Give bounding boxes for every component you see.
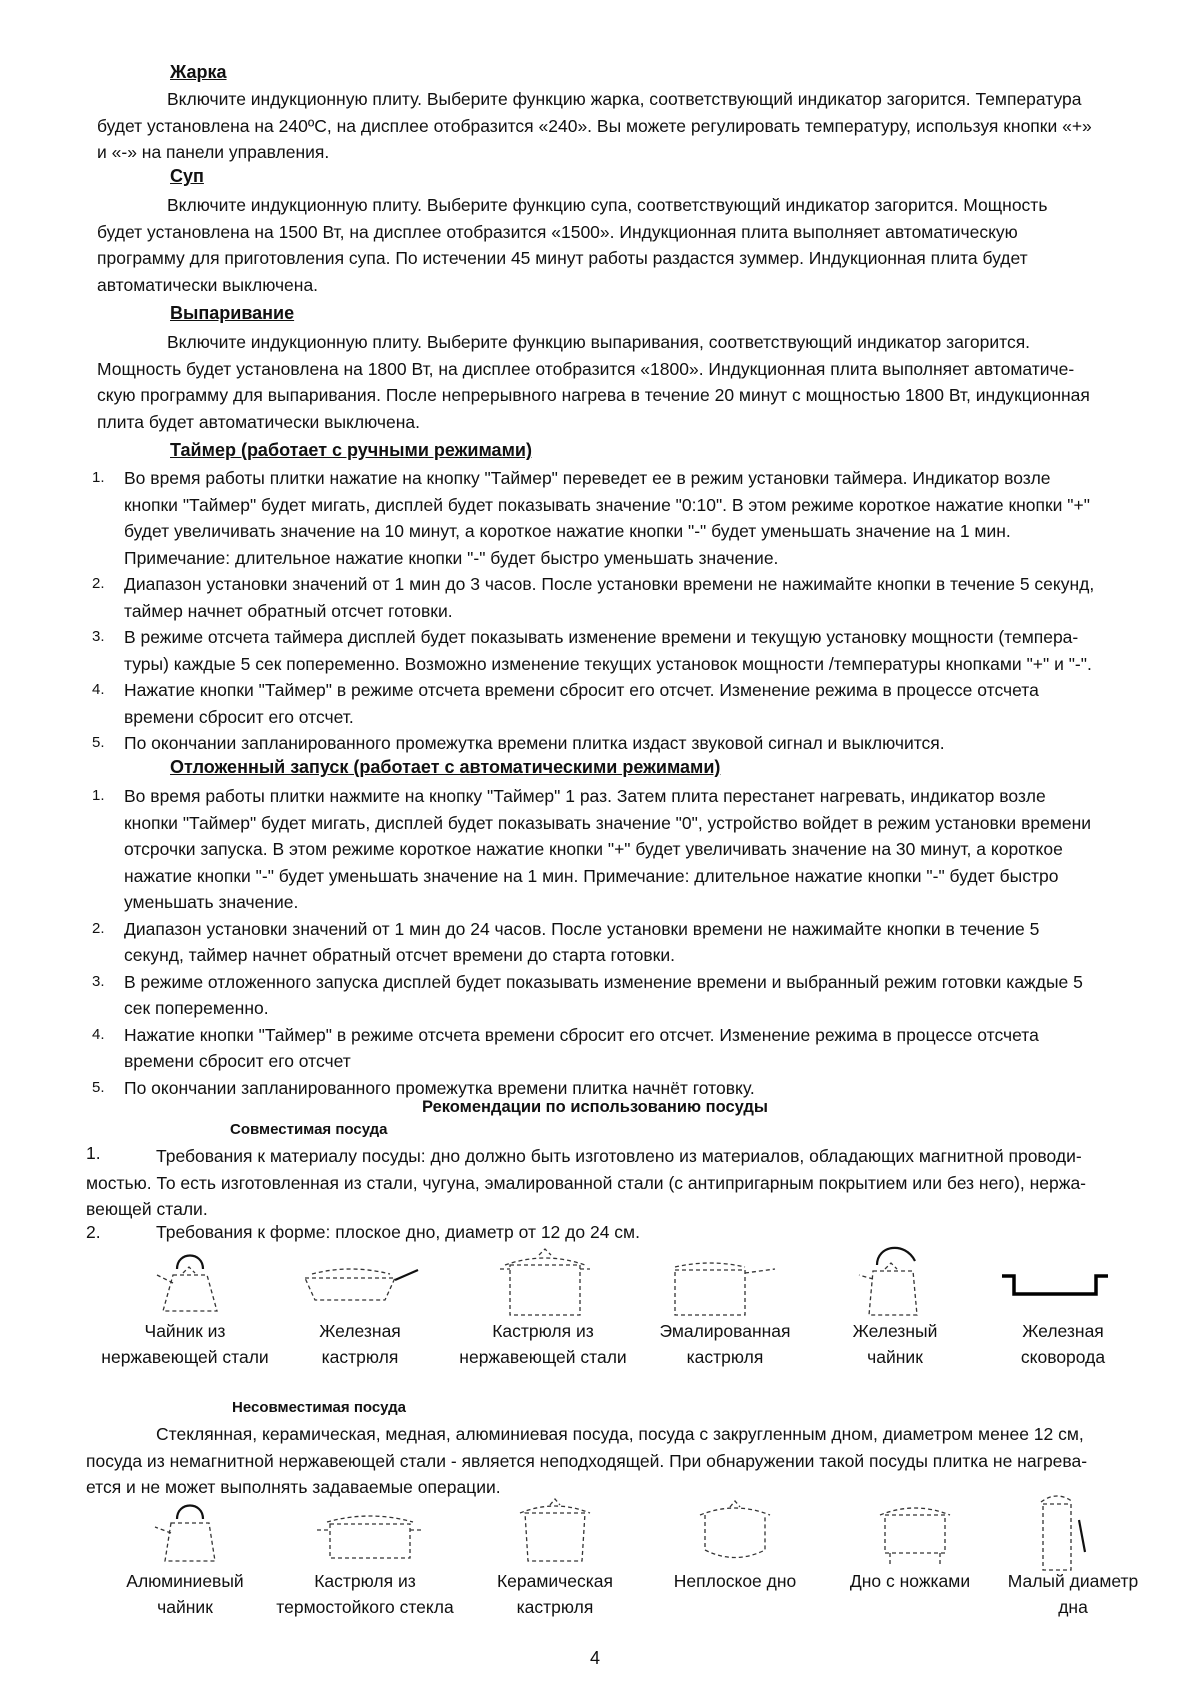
pan-icon bbox=[300, 1260, 420, 1315]
pot-icon bbox=[495, 1245, 595, 1325]
list-item: 4. Нажатие кнопки "Таймер" в режиме отсчета времени сбросит его отсчет. Изменение режима в процессе отсчета времени сбросит его отсчет bbox=[92, 1024, 1039, 1071]
caption-compatible-4: Эмалированная кастрюля bbox=[659, 1321, 791, 1367]
list-item: 3. В режиме отсчета таймера дисплей будет показывать изменение времени и текущую установку мощности (темпера-туры) каждые 5 сек попеременно. Возможно изменение текущих установок мощности /температуры кнопками "+" и "-". bbox=[92, 627, 1092, 674]
list-item: 2. Диапазон установки значений от 1 мин до 3 часов. После установки времени не нажимайте кнопки в течение 5 секунд, таймер начнет обратный отсчет готовки. bbox=[92, 574, 1095, 621]
section-title-evaporation: Выпаривание bbox=[170, 303, 295, 323]
list-item: 3. В режиме отложенного запуска дисплей будет показывать изменение времени и выбранный режим готовки каждые 5 сек попеременно. bbox=[92, 971, 1083, 1018]
caption-incompatible-3: Керамическая кастрюля bbox=[496, 1571, 614, 1617]
caption-incompatible-4: Неплоское дно bbox=[673, 1571, 797, 1591]
incompatible-text: Стеклянная, керамическая, медная, алюминиевая посуда, посуда с закругленным дном, диаметром менее 12 см, посуда из немагнитной нержавеющей стали - является неподходящей. При обнаружении такой посуды плитка не нагрева-ется и не может выполнять задаваемые операции. bbox=[86, 1424, 1088, 1497]
caption-incompatible-1: Алюминиевый чайник bbox=[126, 1571, 244, 1617]
req2-text: Требования к форме: плоское дно, диаметр от 12 до 24 см. bbox=[156, 1222, 640, 1242]
caption-compatible-2: Железная кастрюля bbox=[319, 1321, 401, 1367]
timer-list bbox=[90, 465, 1100, 757]
caption-incompatible-5: Дно с ножками bbox=[849, 1571, 971, 1591]
frying-pan-icon bbox=[1000, 1268, 1110, 1313]
section-text-frying: Включите индукционную плиту. Выберите функцию жарка, соответствующий индикатор загорится. Температура будет установлена на 240ºС, на дисплее отобразится «240». Вы можете регулировать температуру, используя кнопки «+» и «-» на панели управления. bbox=[97, 89, 1092, 162]
page-number: 4 bbox=[589, 1648, 600, 1668]
caption-incompatible-2: Кастрюля из термостойкого стекла bbox=[276, 1571, 454, 1617]
caption-compatible-3: Кастрюля из нержавеющей стали bbox=[459, 1321, 627, 1367]
round-bottom-pot-icon bbox=[690, 1495, 780, 1570]
section-title-timer: Таймер (работает с ручными режимами) bbox=[170, 440, 532, 460]
caption-incompatible-6: Малый диаметр дна bbox=[1007, 1571, 1139, 1617]
list-item: 1. Во время работы плитки нажмите на кнопку "Таймер" 1 раз. Затем плита перестанет нагревать, индикатор возле кнопки "Таймер" будет мигать, дисплей будет показывать значение "0", устройство войдет в режим установки времени отсрочки запуска. В этом режиме короткое нажатие кнопки "+" будет увеличивать значение на 30 минут, а короткое нажатие кнопки "-" будет уменьшать значение на 1 мин. Примечание: длительное нажатие кнопки "-" будет быстро уменьшать значение. bbox=[92, 786, 1092, 912]
caption-compatible-5: Железный чайник bbox=[852, 1321, 938, 1367]
req2-num: 2. bbox=[86, 1222, 101, 1242]
req1-num: 1. bbox=[86, 1143, 101, 1163]
list-item: 2. Диапазон установки значений от 1 мин до 24 часов. После установки времени не нажимайте кнопки в течение 5 секунд, таймер начнет обратный отсчет времени до старта готовки. bbox=[92, 918, 1040, 965]
incompatible-title: Несовместимая посуда bbox=[232, 1399, 407, 1416]
compatible-title: Совместимая посуда bbox=[230, 1121, 388, 1138]
kettle-icon bbox=[145, 1245, 235, 1320]
cookware-title: Рекомендации по использованию посуды bbox=[422, 1098, 768, 1116]
caption-compatible-6: Железная сковорода bbox=[1020, 1321, 1106, 1367]
list-item: 1. Во время работы плитки нажатие на кнопку "Таймер" переведет ее в режим установки таймера. Индикатор возле кнопки "Таймер" будет мигать, дисплей будет показывать значение "0:10". В этом режиме короткое нажатие кнопки "+" будет увеличивать значение на 10 минут, а короткое нажатие кнопки "-" будет уменьшать значение на 1 мин. Примечание: длительное нажатие кнопки "-" будет быстро уменьшать значение. bbox=[92, 468, 1090, 568]
kettle-icon bbox=[855, 1235, 945, 1325]
section-title-soup: Суп bbox=[170, 166, 204, 186]
caption-compatible-1: Чайник из нержавеющей стали bbox=[101, 1321, 269, 1367]
ceramic-pot-icon bbox=[510, 1495, 600, 1570]
list-item: 4. Нажатие кнопки "Таймер" в режиме отсчета времени сбросит его отсчет. Изменение режима в процессе отсчета времени сбросит его отсчет. bbox=[92, 680, 1039, 727]
delayed-start-list bbox=[90, 783, 1100, 1101]
section-title-frying: Жарка bbox=[170, 62, 227, 82]
list-item: 5. По окончании запланированного промежутка времени плитка начнёт готовку. bbox=[92, 1077, 755, 1098]
req1-text: Требования к материалу посуды: дно должно быть изготовлено из материалов, обладающих магнитной проводи-мостью. То есть изготовленная из стали, чугуна, эмалированной стали (с антипригарным покрытием или без него), нержа-веющей стали. bbox=[86, 1146, 1087, 1219]
list-item: 5. По окончании запланированного промежутка времени плитка издаст звуковой сигнал и выключится. bbox=[92, 733, 945, 753]
glass-pot-icon bbox=[315, 1510, 425, 1570]
section-text-soup: Включите индукционную плиту. Выберите функцию супа, соответствующий индикатор загорится. Мощность будет установлена на 1500 Вт, на дисплее отобразится «1500». Индукционная плита выполняет автоматическую программу для приготовления супа. По истечении 45 минут работы раздастся зуммер. Индукционная плита будет автоматически выключена. bbox=[97, 195, 1048, 295]
section-text-evaporation: Включите индукционную плиту. Выберите функцию выпаривания, соответствующий индикатор загорится. Мощность будет установлена на 1800 Вт, на дисплее отобразится «1800». Индукционная плита выполняет автоматиче-скую программу для выпаривания. После непрерывного нагрева в течение 20 минут с мощностью 1800 Вт, индукционная плита будет автоматически выключена. bbox=[97, 332, 1090, 432]
section-title-delayed-start: Отложенный запуск (работает с автоматическими режимами) bbox=[170, 757, 721, 777]
legged-pot-icon bbox=[870, 1495, 960, 1575]
kettle-icon bbox=[145, 1495, 235, 1570]
saucepan-icon bbox=[670, 1255, 780, 1325]
narrow-pot-icon bbox=[1035, 1490, 1095, 1580]
